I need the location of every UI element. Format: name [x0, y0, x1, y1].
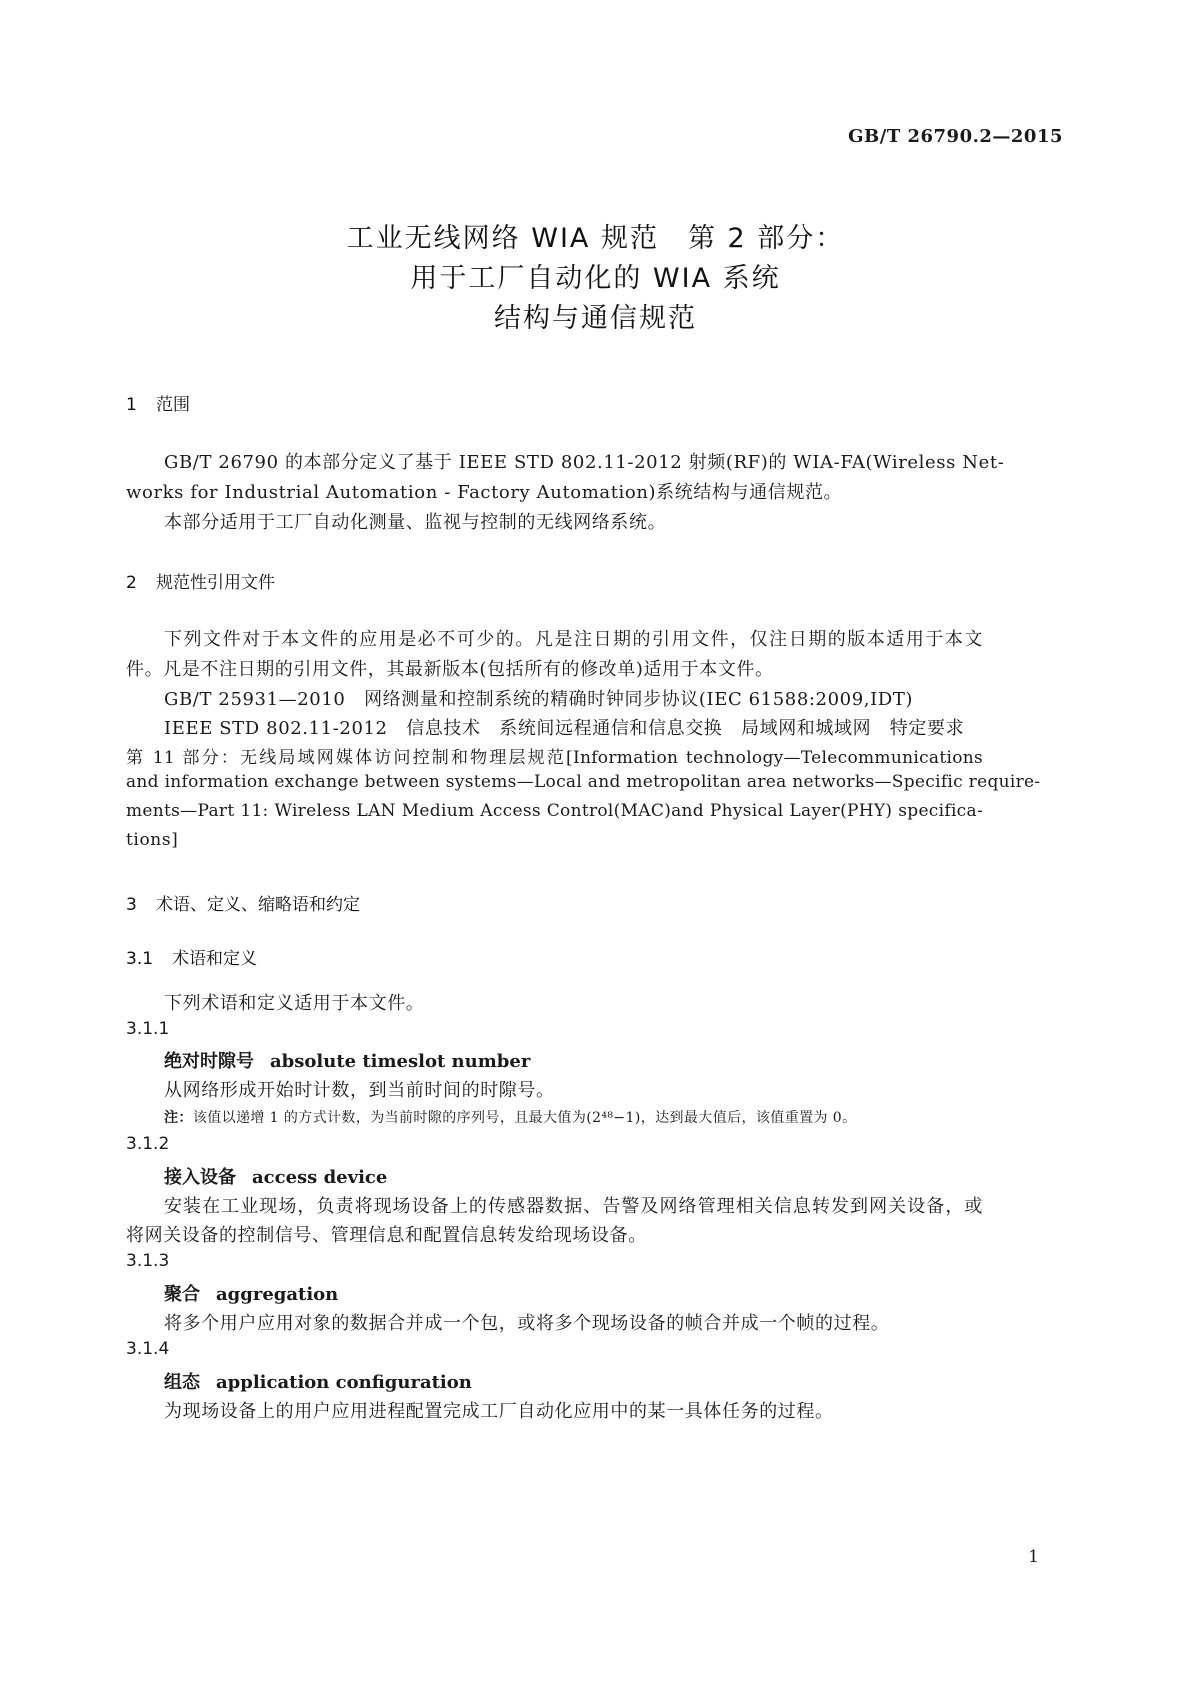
term-number: 3.1.2	[126, 1134, 170, 1154]
term-en: aggregation	[216, 1284, 339, 1305]
term-zh: 绝对时隙号	[164, 1051, 254, 1072]
term-number: 3.1.1	[126, 1019, 170, 1039]
section-2-number: 2	[126, 573, 137, 593]
subsection-3-1-title: 术语和定义	[172, 949, 257, 969]
note-text: 该值以递增 1 的方式计数，为当前时隙的序列号，且最大值为(2⁴⁸−1)，达到最大值后，该值重置为 0。	[192, 1110, 857, 1126]
section-3-heading	[126, 890, 360, 915]
page-number: 1	[1028, 1547, 1039, 1567]
term-definition: 为现场设备上的用户应用进程配置完成工厂自动化应用中的某一具体任务的过程。	[164, 1401, 834, 1422]
term-en: access device	[252, 1167, 388, 1188]
term-zh: 组态	[164, 1372, 200, 1393]
section-1-para-1-line-2: works for Industrial Automation - Factory Automation)系统结构与通信规范。	[126, 482, 843, 503]
term-definition: 安装在工业现场，负责将现场设备上的传感器数据、告警及网络管理相关信息转发到网关设备，或	[164, 1196, 983, 1217]
term-number: 3.1.4	[126, 1339, 170, 1359]
standard-code: GB/T 26790.2—2015	[848, 126, 1063, 147]
term-number: 3.1.3	[126, 1251, 170, 1271]
document-title-line-3: 结构与通信规范	[494, 303, 697, 334]
reference-ieee-80211-line-3: and information exchange between systems—Local and metropolitan area networks—Specific require-	[126, 772, 1041, 792]
term-en: application configuration	[216, 1372, 472, 1393]
section-3-title: 术语、定义、缩略语和约定	[156, 895, 360, 915]
section-1-para-1-line-1: GB/T 26790 的本部分定义了基于 IEEE STD 802.11-2012 射频(RF)的 WIA-FA(Wireless Net-	[164, 452, 1005, 473]
term-definition: 将多个用户应用对象的数据合并成一个包，或将多个现场设备的帧合并成一个帧的过程。	[164, 1313, 890, 1334]
subsection-3-1-number: 3.1	[126, 949, 154, 969]
section-1-number: 1	[126, 395, 137, 415]
term-zh: 接入设备	[164, 1167, 236, 1188]
subsection-3-1-heading	[126, 944, 257, 969]
document-title-line-1: 工业无线网络 WIA 规范 第 2 部分：	[346, 223, 845, 254]
reference-ieee-80211-line-5: tions]	[126, 830, 179, 850]
section-1-heading	[126, 390, 190, 415]
term-definition-continued: 将网关设备的控制信号、管理信息和配置信息转发给现场设备。	[126, 1225, 647, 1246]
term-heading	[164, 1280, 338, 1306]
term-heading	[164, 1163, 387, 1189]
section-1-para-2: 本部分适用于工厂自动化测量、监视与控制的无线网络系统。	[164, 512, 667, 533]
reference-ieee-80211-line-1: IEEE STD 802.11-2012 信息技术 系统间远程通信和信息交换 局域网和城域网 特定要求	[164, 718, 965, 739]
term-zh: 聚合	[164, 1284, 200, 1305]
note-label: 注：	[164, 1110, 193, 1126]
document-title-line-2: 用于工厂自动化的 WIA 系统	[410, 263, 781, 294]
section-3-number: 3	[126, 895, 137, 915]
terms-intro: 下列术语和定义适用于本文件。	[164, 993, 425, 1014]
term-note	[164, 1107, 856, 1127]
term-en: absolute timeslot number	[270, 1051, 531, 1072]
section-2-para-1-line-2: 件。凡是不注日期的引用文件，其最新版本(包括所有的修改单)适用于本文件。	[126, 659, 774, 680]
section-2-para-1-line-1: 下列文件对于本文件的应用是必不可少的。凡是注日期的引用文件，仅注日期的版本适用于本文	[164, 629, 983, 650]
term-definition: 从网络形成开始时计数，到当前时间的时隙号。	[164, 1080, 555, 1101]
reference-ieee-80211-line-4: ments—Part 11: Wireless LAN Medium Access Control(MAC)and Physical Layer(PHY) specifica-	[126, 801, 983, 821]
section-1-title: 范围	[156, 395, 190, 415]
reference-ieee-80211-line-2: 第 11 部分：无线局域网媒体访问控制和物理层规范[Information technology—Telecommunications	[126, 748, 983, 768]
section-2-title: 规范性引用文件	[156, 573, 275, 593]
term-heading	[164, 1368, 472, 1394]
section-2-heading	[126, 568, 275, 593]
term-heading	[164, 1047, 530, 1073]
reference-gbt-25931: GB/T 25931—2010 网络测量和控制系统的精确时钟同步协议(IEC 61588:2009,IDT)	[164, 689, 914, 710]
